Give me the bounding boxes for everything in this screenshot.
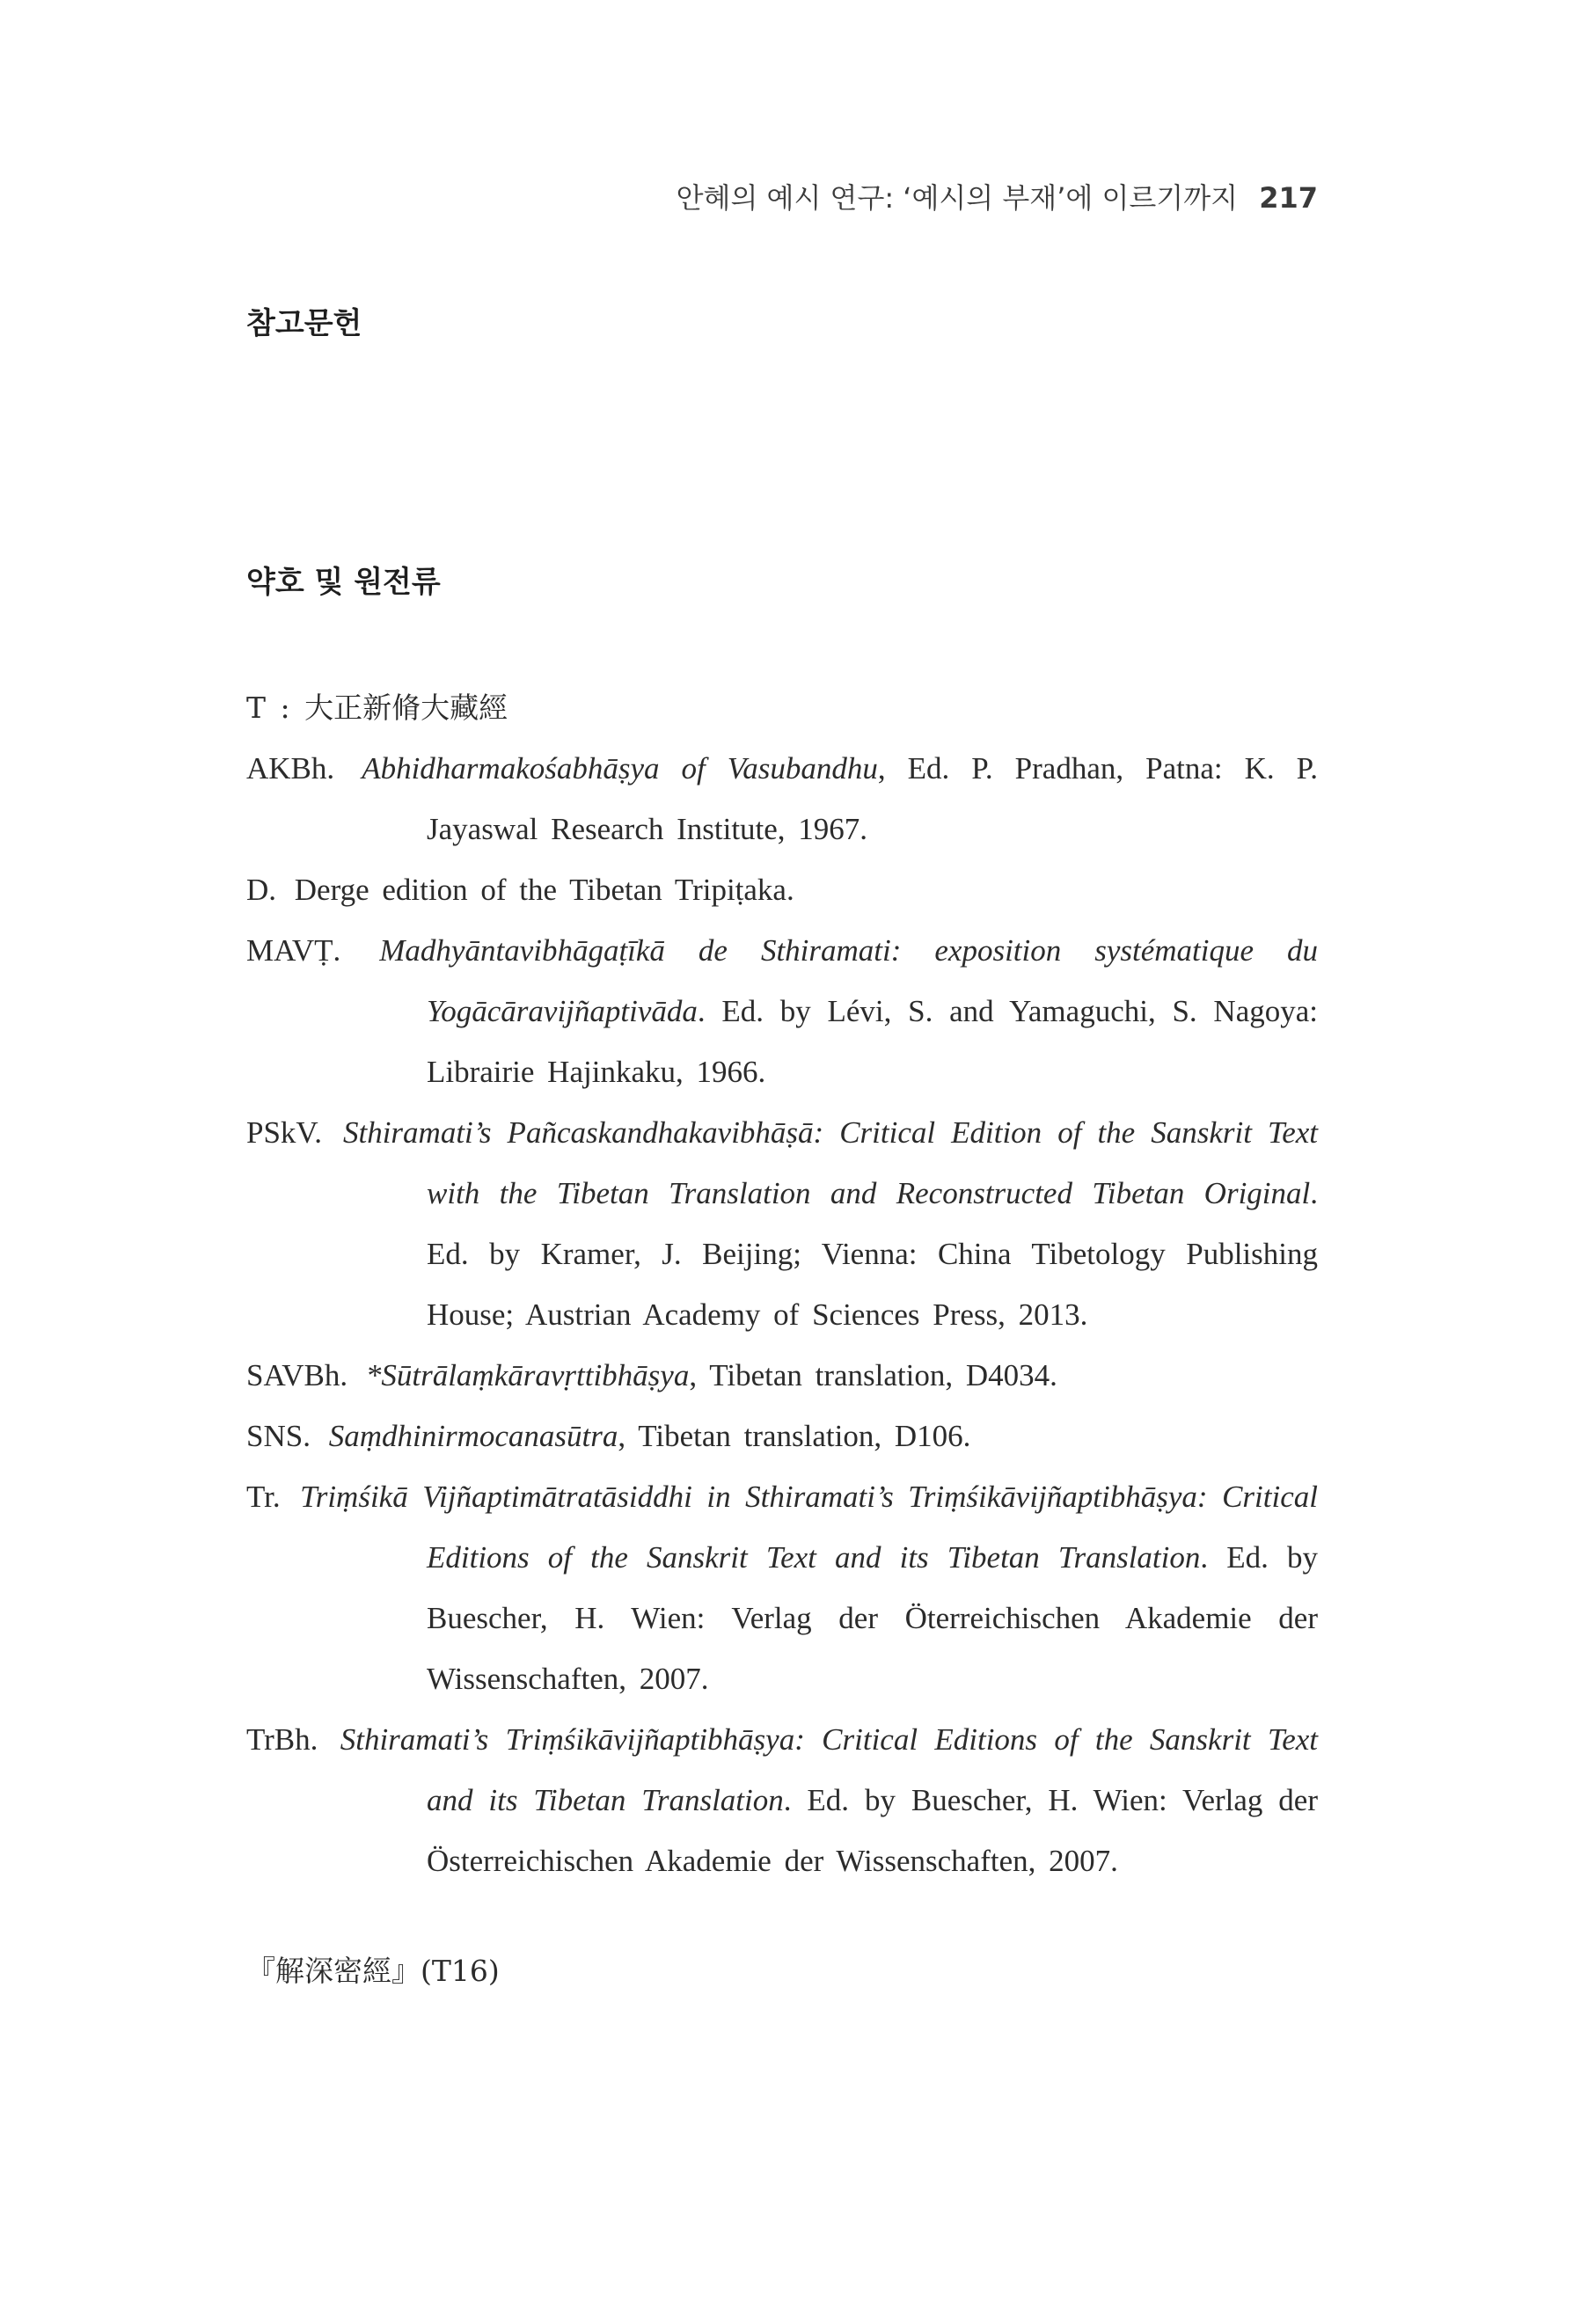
entry-tr-abbr: Tr.: [246, 1480, 281, 1514]
entry-d-details: Derge edition of the Tibetan Tripiṭaka.: [294, 873, 794, 907]
entry-mavt-title: Madhyāntavibhāgaṭīkā de Sthiramati: exposition systématique du Yogācāravijñaptivāda: [379, 933, 1318, 1028]
entry-tr-details: . Ed. by Buescher, H. Wien: Verlag der Öterreichischen Akademie der Wissenschaften, 2007.: [427, 1540, 1318, 1696]
entry-tr-title: Triṃśikā Vijñaptimātratāsiddhi in Sthiramati’s Triṃśikāvijñaptibhāṣya: Critical Editions of the Sanskrit Text and its Tibetan Translation: [300, 1480, 1318, 1575]
running-head-title: 안혜의 예시 연구: ‘예시의 부재’에 이르기까지: [676, 181, 1239, 215]
entry-savbh-details: , Tibetan translation, D4034.: [689, 1358, 1057, 1392]
entry-mavt-abbr: MAVṬ.: [246, 933, 341, 968]
source-text-entry: 『解深密經』(T16): [246, 1954, 500, 1988]
entry-akbh-abbr: AKBh.: [246, 751, 335, 786]
entry-pskv-abbr: PSkV.: [246, 1115, 322, 1150]
entry-trbh-title: Sthiramati’s Triṃśikāvijñaptibhāṣya: Critical Editions of the Sanskrit Text and its Tibetan Translation: [340, 1722, 1319, 1817]
entry-sns-abbr: SNS.: [246, 1419, 311, 1453]
entry-akbh-details: , Ed. P. Pradhan, Patna: K. P. Jayaswal Research Institute, 1967.: [427, 751, 1319, 846]
entry-akbh: [246, 738, 1318, 859]
entry-mavt-details: . Ed. by Lévi, S. and Yamaguchi, S. Nagoya: Librairie Hajinkaku, 1966.: [427, 994, 1318, 1089]
page-number: 217: [1259, 181, 1318, 215]
entry-d: [246, 859, 1318, 920]
abbreviations-heading: 약호 및 원전류: [246, 565, 441, 600]
entry-d-abbr: D.: [246, 873, 277, 907]
abbreviation-list: [246, 677, 1318, 1891]
entry-pskv-details: . Ed. by Kramer, J. Beijing; Vienna: China Tibetology Publishing House; Austrian Academy of Sciences Press, 2013.: [427, 1176, 1318, 1332]
entry-pskv-title: Sthiramati’s Pañcaskandhakavibhāṣā: Critical Edition of the Sanskrit Text with the Tibetan Translation and Reconstructed Tibetan Original: [342, 1115, 1319, 1210]
entry-savbh-title: *Sūtrālaṃkāravṛttibhāṣya: [365, 1358, 690, 1392]
entry-trbh-abbr: TrBh.: [246, 1722, 318, 1757]
references-heading: 참고문헌: [246, 306, 362, 341]
entry-trbh-details: . Ed. by Buescher, H. Wien: Verlag der Österreichischen Akademie der Wissenschaften, 2007.: [427, 1783, 1318, 1878]
running-head: [677, 176, 1318, 216]
entry-t-text: T : 大正新脩大藏經: [246, 691, 508, 725]
entry-savbh: [246, 1345, 1318, 1406]
entry-savbh-abbr: SAVBh.: [246, 1358, 348, 1392]
entry-trbh: [246, 1709, 1318, 1891]
entry-sns-details: , Tibetan translation, D106.: [618, 1419, 971, 1453]
entry-sns-title: Saṃdhinirmocanasūtra: [328, 1419, 618, 1453]
entry-pskv: [246, 1102, 1318, 1345]
entry-mavt: [246, 920, 1318, 1102]
entry-sns: [246, 1406, 1318, 1466]
entry-akbh-title: Abhidharmakośabhāṣya of Vasubandhu: [362, 751, 878, 786]
entry-t: [246, 677, 1318, 738]
entry-tr: [246, 1466, 1318, 1709]
